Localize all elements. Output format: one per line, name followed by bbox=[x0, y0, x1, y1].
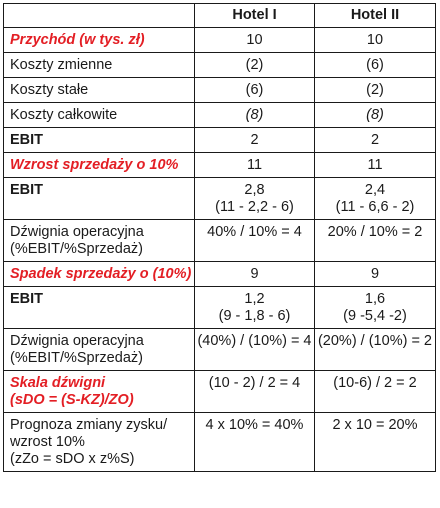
value-line: (9 - 1,8 - 6) bbox=[218, 308, 291, 324]
hotel-2-value-cell bbox=[315, 78, 436, 103]
hotel-2-value-cell bbox=[315, 413, 436, 472]
row-label-line: Skala dźwigni bbox=[10, 375, 106, 391]
value-line: 2 bbox=[250, 132, 259, 148]
row-label-line: (sDO = (S-KZ)/ZO) bbox=[10, 392, 134, 408]
row-label-cell bbox=[4, 53, 195, 78]
hotel-2-value-cell bbox=[315, 262, 436, 287]
hotel-1-value-cell bbox=[195, 103, 315, 128]
hotel-1-value-cell bbox=[195, 413, 315, 472]
row-label-cell bbox=[4, 262, 195, 287]
hotel-1-value-cell bbox=[195, 262, 315, 287]
table-body bbox=[4, 28, 436, 472]
hotel-2-value-cell bbox=[315, 153, 436, 178]
hotel-1-value-cell bbox=[195, 329, 315, 371]
value-line: 11 bbox=[367, 157, 383, 173]
row-label-line: Koszty całkowite bbox=[10, 107, 118, 123]
row-label-cell bbox=[4, 153, 195, 178]
hotel-2-value-cell bbox=[315, 178, 436, 220]
hotel-1-value-cell bbox=[195, 220, 315, 262]
row-label-line: Prognoza zmiany zysku/ bbox=[10, 417, 168, 433]
row-label-line: Dźwignia operacyjna bbox=[10, 333, 144, 349]
row-label-line: Koszty zmienne bbox=[10, 57, 113, 73]
hotel-2-value-cell bbox=[315, 371, 436, 413]
header-hotel-2: Hotel II bbox=[315, 4, 436, 28]
hotel-1-value-cell bbox=[195, 153, 315, 178]
value-line: 1,2 bbox=[244, 291, 265, 307]
table-row bbox=[4, 329, 436, 371]
row-label-line: EBIT bbox=[10, 132, 44, 148]
value-line: 9 bbox=[250, 266, 259, 282]
value-line: (2) bbox=[366, 82, 384, 98]
value-line: 20% / 10% = 2 bbox=[327, 224, 423, 240]
row-label-cell bbox=[4, 28, 195, 53]
row-label-cell bbox=[4, 413, 195, 472]
value-line: (9 -5,4 -2) bbox=[343, 308, 407, 324]
hotel-comparison-table bbox=[3, 3, 436, 472]
value-line: (8) bbox=[366, 107, 384, 123]
header-row bbox=[4, 4, 436, 28]
table-row bbox=[4, 220, 436, 262]
row-label-line: (%EBIT/%Sprzedaż) bbox=[10, 350, 143, 366]
row-label-line: (zZo = sDO x z%S) bbox=[10, 451, 135, 467]
value-line: 10 bbox=[246, 32, 263, 48]
hotel-1-value-cell bbox=[195, 78, 315, 103]
value-line: 40% / 10% = 4 bbox=[207, 224, 302, 240]
hotel-1-value-cell bbox=[195, 287, 315, 329]
row-label-cell bbox=[4, 178, 195, 220]
row-label-cell bbox=[4, 329, 195, 371]
row-label-cell bbox=[4, 78, 195, 103]
hotel-2-value-cell bbox=[315, 329, 436, 371]
value-line: (40%) / (10%) = 4 bbox=[197, 333, 312, 349]
table-row bbox=[4, 371, 436, 413]
value-line: 2 x 10 = 20% bbox=[332, 417, 418, 433]
table-row bbox=[4, 128, 436, 153]
table-row bbox=[4, 287, 436, 329]
hotel-1-value-cell bbox=[195, 53, 315, 78]
row-label-line: wzrost 10% bbox=[10, 434, 85, 450]
value-line: (10 - 2) / 2 = 4 bbox=[208, 375, 301, 391]
table-row bbox=[4, 53, 436, 78]
row-label-line: Przychód (w tys. zł) bbox=[10, 32, 145, 48]
value-line: 2,4 bbox=[364, 182, 386, 198]
value-line: (11 - 6,6 - 2) bbox=[335, 199, 415, 215]
row-label-cell bbox=[4, 220, 195, 262]
hotel-2-value-cell bbox=[315, 128, 436, 153]
hotel-2-value-cell bbox=[315, 287, 436, 329]
row-label-line: Koszty stałe bbox=[10, 82, 89, 98]
value-line: 9 bbox=[370, 266, 380, 282]
hotel-1-value-cell bbox=[195, 128, 315, 153]
row-label-line: Wzrost sprzedaży o 10% bbox=[10, 157, 179, 173]
value-line: (2) bbox=[245, 57, 264, 73]
value-line: 4 x 10% = 40% bbox=[205, 417, 304, 433]
row-label-line: EBIT bbox=[10, 291, 44, 307]
row-label-cell bbox=[4, 128, 195, 153]
header-empty-cell bbox=[4, 4, 195, 28]
table-row bbox=[4, 178, 436, 220]
value-line: 10 bbox=[366, 32, 384, 48]
value-line: 11 bbox=[246, 157, 263, 173]
row-label-line: Dźwignia operacyjna bbox=[10, 224, 144, 240]
hotel-2-value-cell bbox=[315, 103, 436, 128]
value-line: 2,8 bbox=[244, 182, 265, 198]
value-line: (6) bbox=[366, 57, 384, 73]
row-label-cell bbox=[4, 371, 195, 413]
row-label-cell bbox=[4, 103, 195, 128]
value-line: (10-6) / 2 = 2 bbox=[333, 375, 417, 391]
row-label-line: EBIT bbox=[10, 182, 44, 198]
value-line: (6) bbox=[245, 82, 264, 98]
value-line: (20%) / (10%) = 2 bbox=[317, 333, 433, 349]
value-line: (8) bbox=[245, 107, 264, 123]
header-hotel-1: Hotel I bbox=[195, 4, 315, 28]
hotel-2-value-cell bbox=[315, 220, 436, 262]
table-row bbox=[4, 413, 436, 472]
table-row bbox=[4, 262, 436, 287]
value-line: (11 - 2,2 - 6) bbox=[215, 199, 294, 215]
hotel-1-value-cell bbox=[195, 371, 315, 413]
table-row bbox=[4, 103, 436, 128]
value-line: 1,6 bbox=[364, 291, 386, 307]
hotel-1-value-cell bbox=[195, 28, 315, 53]
hotel-2-value-cell bbox=[315, 53, 436, 78]
value-line: 2 bbox=[370, 132, 380, 148]
table-row bbox=[4, 153, 436, 178]
row-label-line: (%EBIT/%Sprzedaż) bbox=[10, 241, 143, 257]
row-label-line: Spadek sprzedaży o (10%) bbox=[10, 266, 192, 282]
row-label-cell bbox=[4, 287, 195, 329]
hotel-2-value-cell bbox=[315, 28, 436, 53]
table-row bbox=[4, 78, 436, 103]
hotel-1-value-cell bbox=[195, 178, 315, 220]
comparison-table-container bbox=[3, 3, 436, 472]
table-row bbox=[4, 28, 436, 53]
